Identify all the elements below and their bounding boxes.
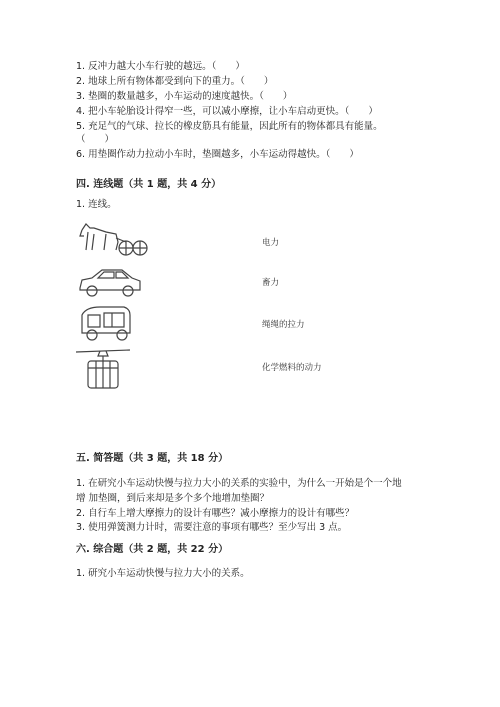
horse-cart-icon xyxy=(76,220,150,260)
auto-rickshaw-icon xyxy=(76,305,136,343)
cable-car-icon xyxy=(76,348,130,390)
judgement-item-2: 2. 地球上所有物体都受到向下的重力。（ ） xyxy=(76,76,274,87)
section-5-heading: 五. 简答题（共 3 题，共 18 分） xyxy=(76,453,229,464)
judgement-item-4: 4. 把小车轮胎设计得窄一些，可以减小摩擦，让小车启动更快。（ ） xyxy=(76,106,378,117)
power-label-chemical-fuel: 化学燃料的动力 xyxy=(262,363,322,373)
judgement-item-5: 5. 充足气的气球、拉长的橡皮筋具有能量，因此所有的物体都具有能量。 xyxy=(76,121,383,132)
power-label-electric: 电力 xyxy=(262,238,280,248)
section-5-question-3: 3. 使用弹簧测力计时，需要注意的事项有哪些？至少写出 3 点。 xyxy=(76,522,348,533)
section-4-heading: 四. 连线题（共 1 题，共 4 分） xyxy=(76,179,222,190)
section-5-question-1-line-2: 增 加垫圈，到后来却是多个多个地增加垫圈？ xyxy=(76,493,270,504)
section-4-question-1: 1. 连线。 xyxy=(76,199,117,210)
power-label-rope-pull: 绳绳的拉力 xyxy=(262,320,305,330)
section-6-heading: 六. 综合题（共 2 题，共 22 分） xyxy=(76,544,229,555)
car-icon xyxy=(76,262,144,300)
judgement-item-1: 1. 反冲力越大小车行驶的越远。（ ） xyxy=(76,61,245,72)
judgement-item-3: 3. 垫圈的数量越多，小车运动的速度越快。（ ） xyxy=(76,91,293,102)
judgement-item-5-blank: （ ） xyxy=(76,134,115,145)
section-5-question-2: 2. 自行车上增大摩擦力的设计有哪些？减小摩擦力的设计有哪些？ xyxy=(76,508,355,519)
section-6-question-1: 1. 研究小车运动快慢与拉力大小的关系。 xyxy=(76,568,250,579)
judgement-item-6: 6. 用垫圈作动力拉动小车时，垫圈越多，小车运动得越快。（ ） xyxy=(76,149,359,160)
section-5-question-1-line-1: 1. 在研究小车运动快慢与拉力大小的关系的实验中，为什么一开始是个一个地 xyxy=(76,478,402,489)
power-label-animal: 畜力 xyxy=(262,278,280,288)
